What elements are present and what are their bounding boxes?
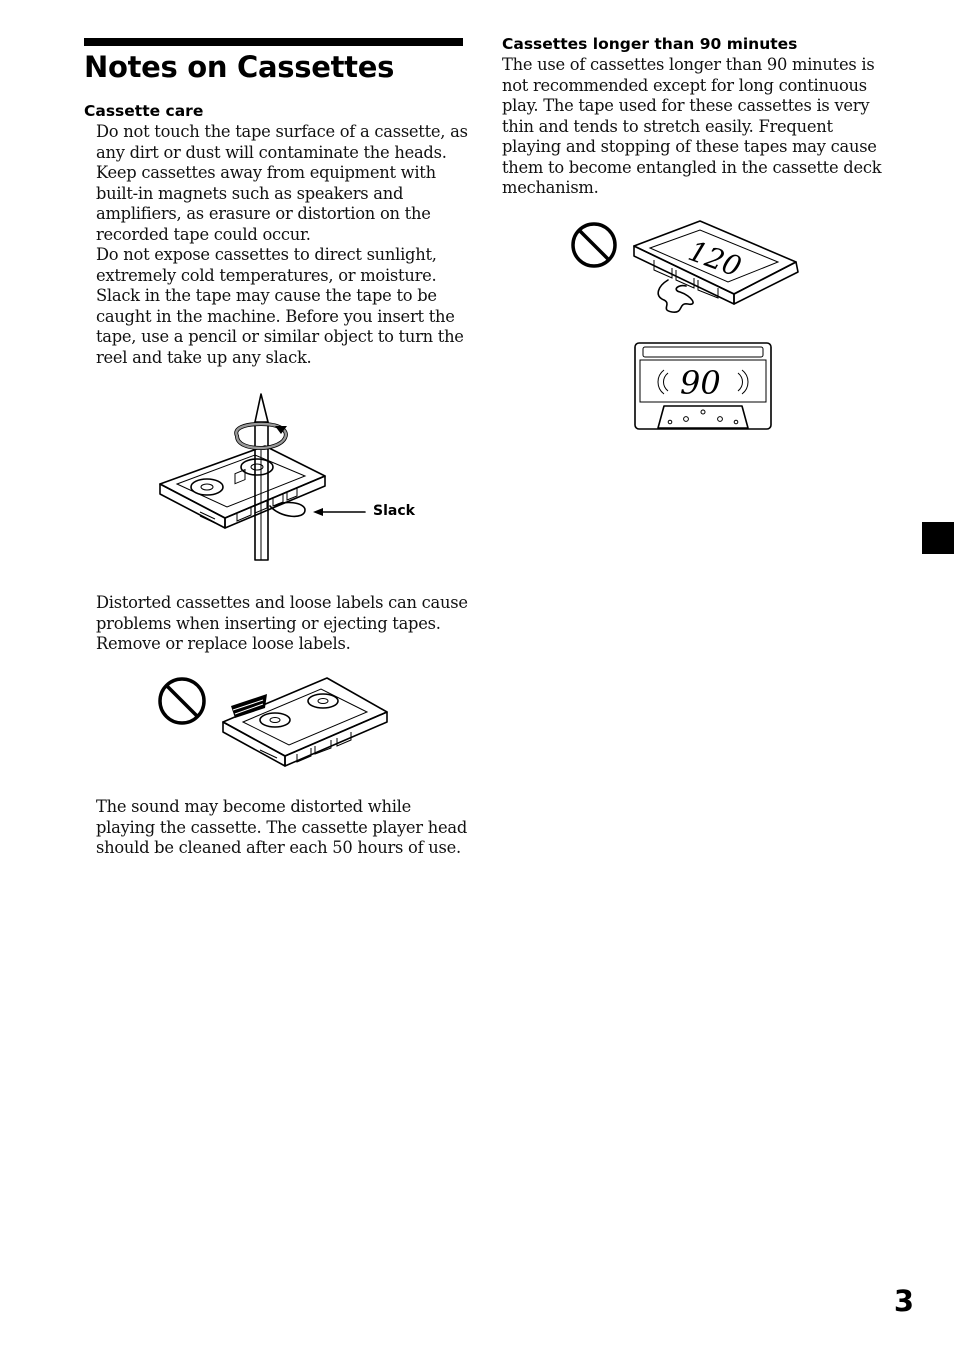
text-line: The use of cassettes longer than 90 minutes is: [502, 55, 875, 74]
text-line: playing the cassette. The cassette player head: [96, 817, 468, 837]
pencil-slack-illustration: [155, 388, 415, 568]
cassette-90-illustration: [634, 342, 772, 430]
page-title: Notes on Cassettes: [84, 50, 395, 84]
text-line: extremely cold temperatures, or moisture.: [96, 265, 437, 285]
text-line: The sound may become distorted while: [96, 797, 411, 816]
text-line: Slack in the tape may cause the tape to be: [96, 286, 437, 305]
text-line: Remove or replace loose labels.: [96, 634, 351, 653]
loose-label-illustration: [155, 672, 395, 767]
page-number: 3: [893, 1284, 914, 1318]
text-line: Do not touch the tape surface of a cassette, as: [96, 122, 468, 141]
cassette-120-illustration: [568, 218, 808, 318]
cassette-120-label: 120: [684, 234, 746, 284]
text-line: reel and take up any slack.: [96, 347, 312, 367]
text-line: thin and tends to stretch easily. Frequent: [502, 116, 833, 136]
text-line: Keep cassettes away from equipment with: [96, 163, 436, 182]
text-line: play. The tape used for these cassettes is very: [502, 96, 870, 115]
text-line: built-in magnets such as speakers and: [96, 183, 404, 203]
text-line: them to become entangled in the cassette deck: [502, 157, 882, 177]
distorted-cassettes-paragraph: [96, 593, 468, 655]
text-line: problems when inserting or ejecting tapes.: [96, 613, 441, 633]
prohibition-icon: [573, 224, 615, 266]
text-line: Distorted cassettes and loose labels can cause: [96, 593, 468, 612]
sound-distortion-paragraph: [96, 797, 467, 859]
text-line: mechanism.: [502, 178, 599, 197]
prohibition-icon: [160, 679, 204, 723]
title-rule: [84, 38, 463, 46]
cassette-care-heading: Cassette care: [84, 102, 204, 120]
cassette-90-label: 90: [680, 364, 721, 402]
text-line: playing and stopping of these tapes may cause: [502, 137, 877, 156]
slack-label: Slack: [373, 503, 415, 519]
section-tab-marker: [922, 522, 954, 554]
text-line: should be cleaned after each 50 hours of use.: [96, 838, 461, 857]
text-line: Do not expose cassettes to direct sunlight,: [96, 245, 437, 264]
text-line: recorded tape could occur.: [96, 224, 311, 244]
cassette-care-paragraph: [96, 122, 468, 368]
text-line: not recommended except for long continuous: [502, 75, 867, 95]
long-cassettes-paragraph: [502, 55, 881, 199]
text-line: caught in the machine. Before you insert the: [96, 306, 455, 326]
long-cassettes-heading: Cassettes longer than 90 minutes: [502, 35, 798, 53]
text-line: amplifiers, as erasure or distortion on the: [96, 204, 431, 223]
text-line: tape, use a pencil or similar object to turn the: [96, 327, 464, 346]
text-line: any dirt or dust will contaminate the heads.: [96, 142, 447, 162]
